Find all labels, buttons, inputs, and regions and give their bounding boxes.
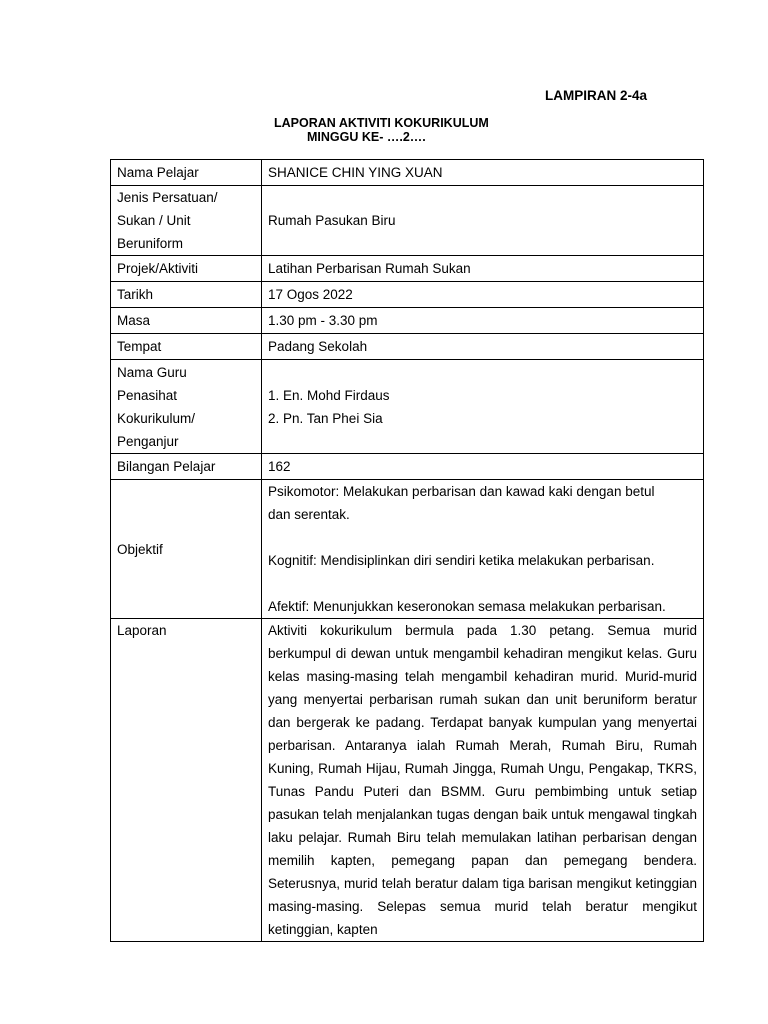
- label-line: Nama Guru: [117, 364, 187, 380]
- label-jenis-persatuan: [111, 186, 262, 256]
- label-masa: Masa: [111, 308, 262, 334]
- value-guru: [262, 360, 704, 454]
- value-tarikh: 17 Ogos 2022: [262, 282, 704, 308]
- spacer: [268, 572, 697, 595]
- label-nama-pelajar: Nama Pelajar: [111, 160, 262, 186]
- report-week: MINGGU KE- ….2….: [307, 130, 426, 144]
- row-nama-pelajar: [111, 160, 704, 186]
- value-nama-pelajar: SHANICE CHIN YING XUAN: [262, 160, 704, 186]
- label-tarikh: Tarikh: [111, 282, 262, 308]
- label-line: Jenis Persatuan/: [117, 190, 218, 205]
- row-projek: [111, 256, 704, 282]
- objective-psikomotor-cont: dan serentak.: [268, 507, 350, 522]
- row-tempat: [111, 334, 704, 360]
- value-tempat: Padang Sekolah: [262, 334, 704, 360]
- objective-afektif: Afektif: Menunjukkan keseronokan semasa melakukan perbarisan.: [268, 599, 666, 614]
- row-bilangan: [111, 454, 704, 480]
- report-body: Aktiviti kokurikulum bermula pada 1.30 petang. Semua murid berkumpul di dewan untuk mengambil kehadiran mengikut kelas. Guru kelas masing-masing telah mengambil kehadiran murid. Murid-murid yang menyertai perbarisan rumah sukan dan unit beruniform beratur dan bergerak ke padang. Terdapat banyak kumpulan yang menyertai perbarisan. Antaranya ialah Rumah Merah, Rumah Biru, Rumah Kuning, Rumah Hijau, Rumah Jingga, Rumah Ungu, Pengakap, TKRS, Tunas Pandu Puteri dan BSMM. Guru pembimbing untuk setiap pasukan telah menjalankan tugas dengan baik untuk mengawal tingkah laku pelajar. Rumah Biru telah memulakan latihan perbarisan dengan memilih kapten, pemegang papan dan pemegang bendera. Seterusnya, murid telah beratur dalam tiga barisan mengikut ketinggian masing-masing. Selepas semua murid telah beratur mengikut ketinggian, kapten: [268, 623, 697, 937]
- report-table: [110, 159, 704, 942]
- value-bilangan: 162: [262, 454, 704, 480]
- objective-psikomotor: Psikomotor: Melakukan perbarisan dan kawad kaki dengan betul: [268, 484, 655, 499]
- label-objektif: Objektif: [111, 480, 262, 619]
- label-tempat: Tempat: [111, 334, 262, 360]
- row-laporan: [111, 619, 704, 942]
- value-jenis-persatuan: Rumah Pasukan Biru: [262, 186, 704, 256]
- row-tarikh: [111, 282, 704, 308]
- label-line: Sukan / Unit: [117, 213, 191, 228]
- teacher-1: 1. En. Mohd Firdaus: [268, 387, 390, 403]
- label-line: Kokurikulum/: [117, 410, 196, 426]
- label-bilangan: Bilangan Pelajar: [111, 454, 262, 480]
- row-guru: [111, 360, 704, 454]
- row-masa: [111, 308, 704, 334]
- objective-kognitif: Kognitif: Mendisiplinkan diri sendiri ketika melakukan perbarisan.: [268, 553, 655, 568]
- value-projek: Latihan Perbarisan Rumah Sukan: [262, 256, 704, 282]
- teacher-2: 2. Pn. Tan Phei Sia: [268, 410, 383, 426]
- label-laporan: Laporan: [111, 619, 262, 942]
- row-jenis-persatuan: [111, 186, 704, 256]
- label-line: Beruniform: [117, 236, 184, 251]
- label-projek: Projek/Aktiviti: [111, 256, 262, 282]
- appendix-label: LAMPIRAN 2-4a: [545, 88, 648, 103]
- label-line: Penganjur: [117, 433, 179, 449]
- label-guru: [111, 360, 262, 454]
- row-objektif: [111, 480, 704, 619]
- label-line: Penasihat: [117, 387, 178, 403]
- value-laporan: [262, 619, 704, 942]
- value-objektif: [262, 480, 704, 619]
- report-title: LAPORAN AKTIVITI KOKURIKULUM: [274, 116, 489, 130]
- spacer: [268, 526, 697, 549]
- value-masa: 1.30 pm - 3.30 pm: [262, 308, 704, 334]
